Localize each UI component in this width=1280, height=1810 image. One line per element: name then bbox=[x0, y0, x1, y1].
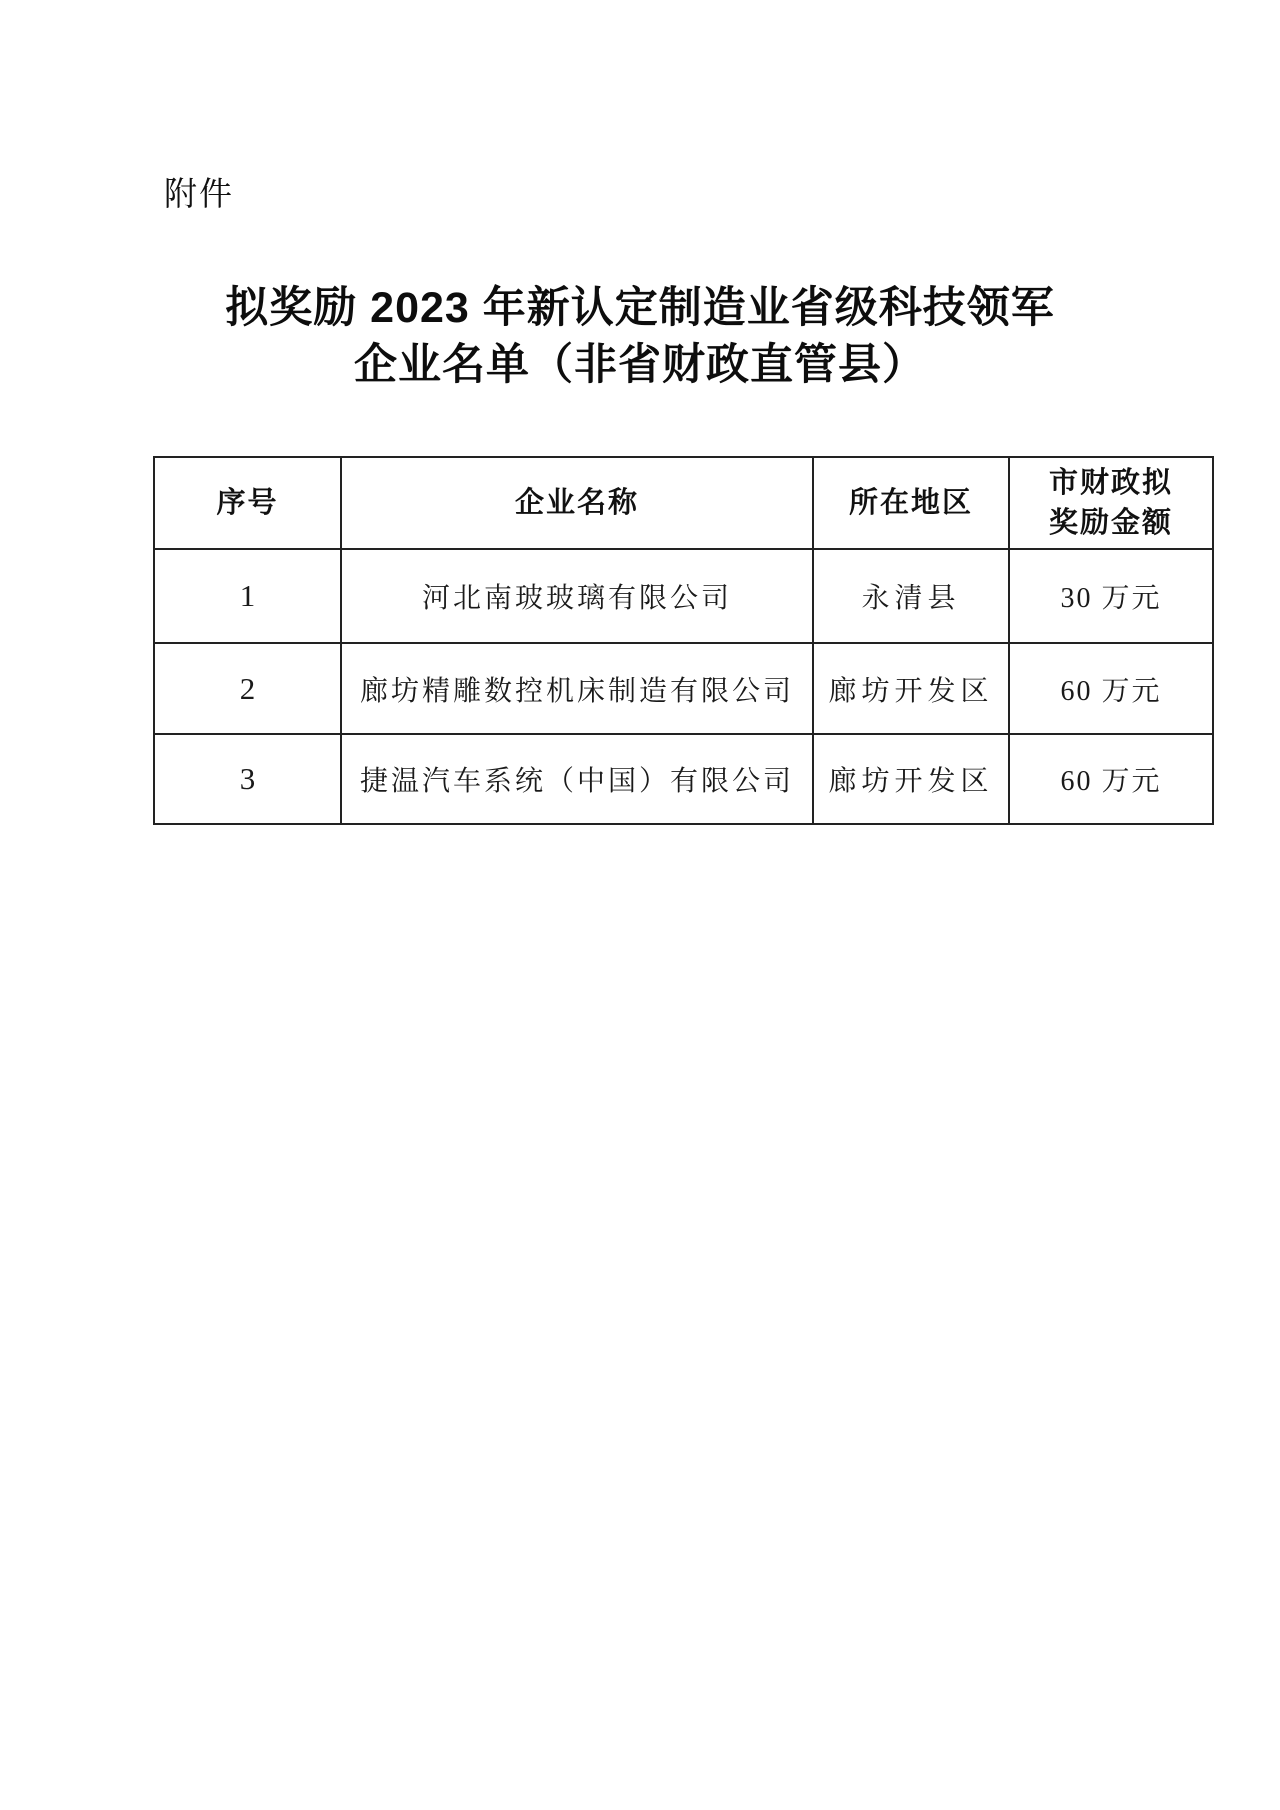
cell-no: 1 bbox=[154, 549, 341, 643]
cell-no: 2 bbox=[154, 643, 341, 734]
attachment-label: 附件 bbox=[164, 175, 234, 212]
document-title-line1: 拟奖励 2023 年新认定制造业省级科技领军 bbox=[225, 284, 1055, 332]
cell-company-name: 廊坊精雕数控机床制造有限公司 bbox=[341, 643, 813, 734]
table-row bbox=[154, 734, 1213, 824]
column-header-amount: 市财政拟奖励金额 bbox=[1009, 457, 1213, 549]
cell-region: 廊坊开发区 bbox=[813, 734, 1009, 824]
document-title-line2: 企业名单（非省财政直管县） bbox=[354, 341, 926, 389]
cell-reward-amount: 60 万元 bbox=[1009, 734, 1213, 824]
award-table bbox=[153, 456, 1214, 825]
award-table-header bbox=[154, 457, 1213, 549]
column-header-no: 序号 bbox=[154, 457, 341, 549]
document-title bbox=[0, 280, 1280, 394]
column-header-region: 所在地区 bbox=[813, 457, 1009, 549]
award-table-body bbox=[154, 549, 1213, 824]
cell-region: 永清县 bbox=[813, 549, 1009, 643]
column-header-company: 企业名称 bbox=[341, 457, 813, 549]
cell-region: 廊坊开发区 bbox=[813, 643, 1009, 734]
cell-company-name: 捷温汽车系统（中国）有限公司 bbox=[341, 734, 813, 824]
cell-company-name: 河北南玻玻璃有限公司 bbox=[341, 549, 813, 643]
header-row bbox=[154, 457, 1213, 549]
table-row bbox=[154, 549, 1213, 643]
cell-reward-amount: 30 万元 bbox=[1009, 549, 1213, 643]
cell-no: 3 bbox=[154, 734, 341, 824]
table-row bbox=[154, 643, 1213, 734]
cell-reward-amount: 60 万元 bbox=[1009, 643, 1213, 734]
